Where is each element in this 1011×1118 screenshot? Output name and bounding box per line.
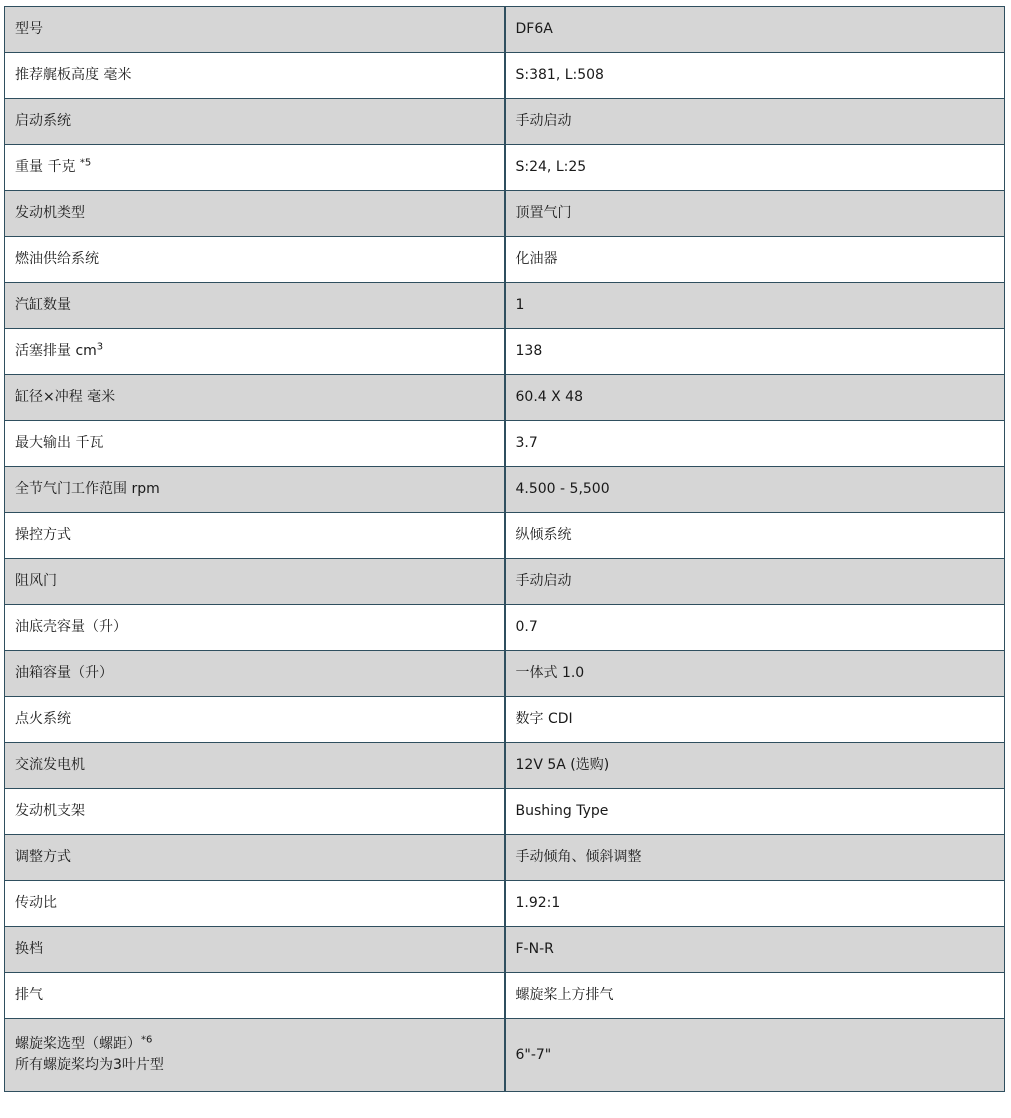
spec-row-displacement bbox=[5, 329, 1005, 375]
spec-value: 化油器 bbox=[505, 237, 1005, 283]
spec-row-max-output bbox=[5, 421, 1005, 467]
spec-value: F-N-R bbox=[505, 927, 1005, 973]
spec-row-transom-height bbox=[5, 53, 1005, 99]
spec-value: 1 bbox=[505, 283, 1005, 329]
spec-label: 燃油供给系统 bbox=[5, 237, 505, 283]
spec-label: 发动机支架 bbox=[5, 789, 505, 835]
spec-row-steering bbox=[5, 513, 1005, 559]
spec-label: 调整方式 bbox=[5, 835, 505, 881]
spec-label: 油底壳容量（升） bbox=[5, 605, 505, 651]
spec-label: 点火系统 bbox=[5, 697, 505, 743]
spec-value: 纵倾系统 bbox=[505, 513, 1005, 559]
spec-label: 交流发电机 bbox=[5, 743, 505, 789]
spec-row-weight bbox=[5, 145, 1005, 191]
footnote-marker: *6 bbox=[141, 1034, 153, 1046]
spec-label: 换档 bbox=[5, 927, 505, 973]
spec-row-engine-type bbox=[5, 191, 1005, 237]
spec-row-engine-mount bbox=[5, 789, 1005, 835]
spec-row-fuel-system bbox=[5, 237, 1005, 283]
spec-row-bore-stroke bbox=[5, 375, 1005, 421]
spec-row-choke bbox=[5, 559, 1005, 605]
spec-value: 顶置气门 bbox=[505, 191, 1005, 237]
spec-label: 发动机类型 bbox=[5, 191, 505, 237]
spec-row-alternator bbox=[5, 743, 1005, 789]
spec-label: 操控方式 bbox=[5, 513, 505, 559]
spec-table bbox=[4, 6, 1005, 1092]
spec-label: 全节气门工作范围 rpm bbox=[5, 467, 505, 513]
spec-label-line1 bbox=[15, 1034, 494, 1055]
spec-label: 油箱容量（升） bbox=[5, 651, 505, 697]
spec-value: 手动倾角、倾斜调整 bbox=[505, 835, 1005, 881]
spec-label: 推荐艉板高度 毫米 bbox=[5, 53, 505, 99]
spec-value: 0.7 bbox=[505, 605, 1005, 651]
spec-row-trim-method bbox=[5, 835, 1005, 881]
superscript-marker: 3 bbox=[96, 341, 104, 353]
spec-label-cell bbox=[5, 1019, 505, 1092]
spec-value: 一体式 1.0 bbox=[505, 651, 1005, 697]
spec-row-ignition-system bbox=[5, 697, 1005, 743]
spec-label-line2: 所有螺旋桨均为3叶片型 bbox=[15, 1057, 164, 1073]
spec-label-cell bbox=[5, 329, 505, 375]
spec-row-propeller bbox=[5, 1019, 1005, 1092]
spec-value: 螺旋桨上方排气 bbox=[505, 973, 1005, 1019]
spec-label-cell bbox=[5, 145, 505, 191]
spec-label: 汽缸数量 bbox=[5, 283, 505, 329]
spec-row-oil-sump-capacity bbox=[5, 605, 1005, 651]
spec-label: 传动比 bbox=[5, 881, 505, 927]
spec-value: 数字 CDI bbox=[505, 697, 1005, 743]
spec-label: 最大输出 千瓦 bbox=[5, 421, 505, 467]
spec-value: DF6A bbox=[505, 7, 1005, 53]
footnote-marker: *5 bbox=[79, 157, 92, 169]
spec-label: 缸径×冲程 毫米 bbox=[5, 375, 505, 421]
spec-value: 手动启动 bbox=[505, 99, 1005, 145]
spec-value: 手动启动 bbox=[505, 559, 1005, 605]
spec-value: Bushing Type bbox=[505, 789, 1005, 835]
spec-value: 3.7 bbox=[505, 421, 1005, 467]
spec-row-full-throttle-range bbox=[5, 467, 1005, 513]
spec-value: 138 bbox=[505, 329, 1005, 375]
spec-row-model bbox=[5, 7, 1005, 53]
spec-value: 60.4 X 48 bbox=[505, 375, 1005, 421]
spec-table-body bbox=[5, 7, 1005, 1092]
spec-value: S:24, L:25 bbox=[505, 145, 1005, 191]
spec-value: 12V 5A (选购) bbox=[505, 743, 1005, 789]
spec-value: S:381, L:508 bbox=[505, 53, 1005, 99]
spec-row-fuel-tank-capacity bbox=[5, 651, 1005, 697]
spec-label: 螺旋桨选型（螺距） bbox=[15, 1036, 141, 1052]
spec-value: 4.500 - 5,500 bbox=[505, 467, 1005, 513]
spec-row-gear-shift bbox=[5, 927, 1005, 973]
spec-label: 型号 bbox=[5, 7, 505, 53]
spec-label: 活塞排量 cm bbox=[15, 343, 97, 359]
spec-value: 6"-7" bbox=[505, 1019, 1005, 1092]
spec-row-starting-system bbox=[5, 99, 1005, 145]
spec-value: 1.92:1 bbox=[505, 881, 1005, 927]
spec-label: 阻风门 bbox=[5, 559, 505, 605]
spec-label: 排气 bbox=[5, 973, 505, 1019]
spec-label: 启动系统 bbox=[5, 99, 505, 145]
spec-row-cylinders bbox=[5, 283, 1005, 329]
spec-row-gear-ratio bbox=[5, 881, 1005, 927]
spec-row-exhaust bbox=[5, 973, 1005, 1019]
spec-label: 重量 千克 bbox=[15, 159, 76, 175]
